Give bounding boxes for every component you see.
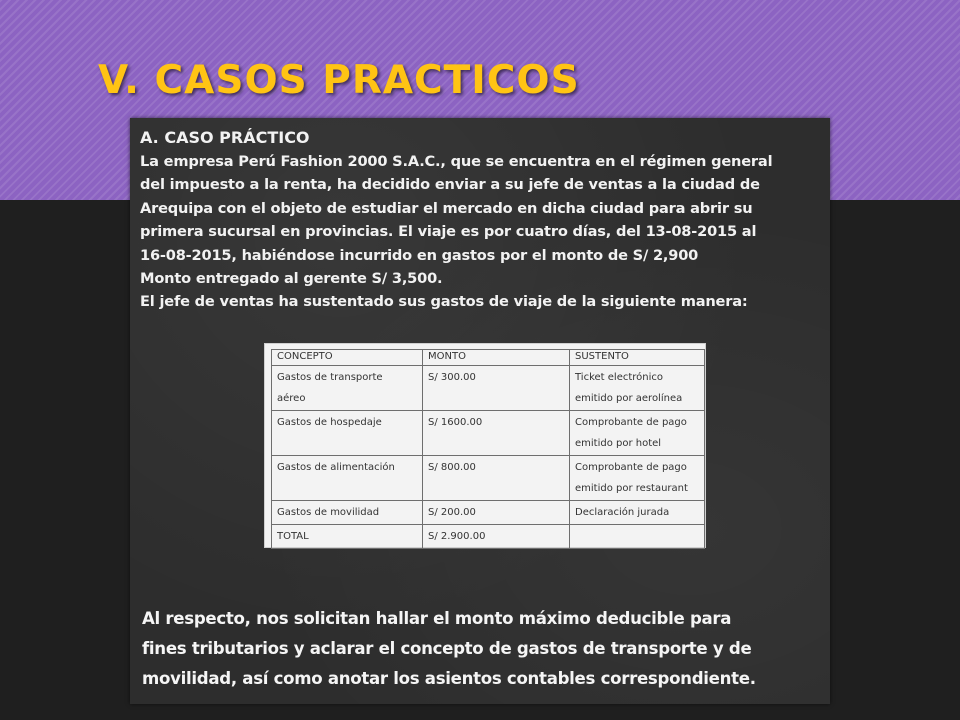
cell-line: TOTAL [277, 531, 309, 542]
cell-line: Comprobante de pago [575, 417, 687, 428]
case-line: Monto entregado al gerente S/ 3,500. [140, 269, 443, 287]
cell-line: Gastos de hospedaje [277, 417, 382, 428]
cell-line: emitido por hotel [575, 438, 662, 449]
column-header-monto: MONTO [423, 350, 570, 366]
cell-line: emitido por restaurant [575, 483, 688, 494]
case-line: del impuesto a la renta, ha decidido enviar a su jefe de ventas a la ciudad de [140, 176, 760, 194]
cell-sustento [570, 501, 705, 525]
case-line: La empresa Perú Fashion 2000 S.A.C., que se encuentra en el régimen general [140, 153, 773, 170]
case-line: El jefe de ventas ha sustentado sus gastos de viaje de la siguiente manera: [140, 293, 748, 311]
cell-sustento [570, 411, 705, 456]
table-row [272, 366, 705, 411]
cell-concepto [272, 525, 423, 549]
cell-sustento [570, 366, 705, 411]
closing-line: fines tributarios y aclarar el concepto de gastos de transporte y de [142, 639, 752, 658]
expense-table-card [264, 343, 706, 548]
column-header-sustento: SUSTENTO [570, 350, 705, 366]
cell-sustento [570, 525, 705, 549]
table-total-row [272, 525, 705, 549]
cell-line: aéreo [277, 393, 306, 404]
table-row [272, 501, 705, 525]
expense-table [271, 349, 705, 549]
cell-line: Declaración jurada [575, 507, 670, 518]
cell-monto: S/ 1600.00 [423, 411, 570, 456]
case-description [140, 150, 826, 314]
cell-monto: S/ 200.00 [423, 501, 570, 525]
cell-concepto [272, 411, 423, 456]
case-heading: A. CASO PRÁCTICO [140, 128, 310, 147]
cell-line: Gastos de transporte [277, 372, 383, 383]
closing-line: Al respecto, nos solicitan hallar el monto máximo deducible para [142, 609, 732, 628]
closing-line: movilidad, así como anotar los asientos contables correspondiente. [142, 669, 756, 688]
cell-monto: S/ 2.900.00 [423, 525, 570, 549]
cell-line: Comprobante de pago [575, 462, 687, 473]
closing-question [142, 604, 826, 694]
table-row [272, 456, 705, 501]
case-line: Arequipa con el objeto de estudiar el mercado en dicha ciudad para abrir su [140, 199, 753, 217]
slide-title: V. CASOS PRACTICOS [98, 58, 580, 103]
table-row [272, 411, 705, 456]
case-line: 16-08-2015, habiéndose incurrido en gastos por el monto de S/ 2,900 [140, 246, 699, 264]
cell-line: emitido por aerolínea [575, 393, 683, 404]
table-header-row [272, 350, 705, 366]
cell-line: Gastos de movilidad [277, 507, 380, 518]
cell-concepto [272, 366, 423, 411]
cell-monto: S/ 300.00 [423, 366, 570, 411]
case-image-panel [130, 118, 830, 704]
cell-monto: S/ 800.00 [423, 456, 570, 501]
cell-concepto [272, 456, 423, 501]
cell-line: Ticket electrónico [575, 372, 664, 383]
column-header-concepto: CONCEPTO [272, 350, 423, 366]
cell-sustento [570, 456, 705, 501]
cell-concepto [272, 501, 423, 525]
cell-line: Gastos de alimentación [277, 462, 395, 473]
case-line: primera sucursal en provincias. El viaje es por cuatro días, del 13-08-2015 al [140, 223, 757, 241]
